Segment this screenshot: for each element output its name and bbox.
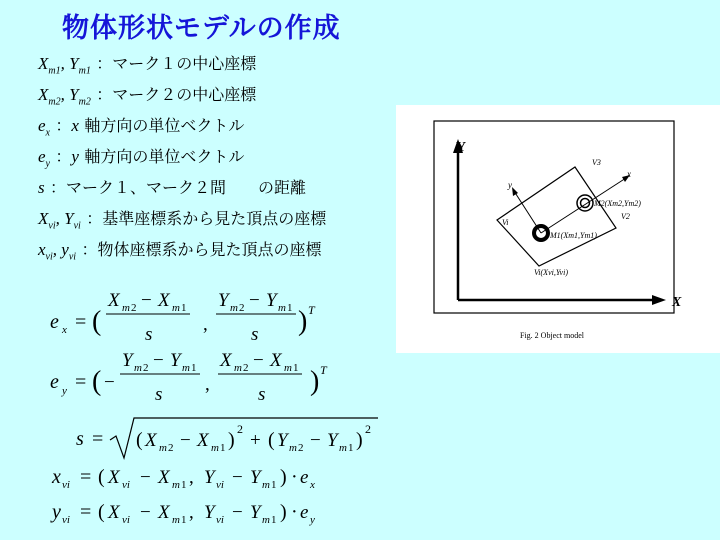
svg-text:−: − xyxy=(249,290,260,311)
svg-text:Y: Y xyxy=(204,467,215,488)
slide-title: 物体形状モデルの作成 xyxy=(62,13,341,44)
figure-caption: Fig. 2 Object model xyxy=(520,331,584,340)
svg-text:,: , xyxy=(189,502,194,523)
svg-text:m: m xyxy=(284,362,292,374)
svg-text:): ) xyxy=(310,366,320,397)
x-axis-label: X xyxy=(672,295,682,310)
svg-text:X: X xyxy=(197,430,209,451)
svg-text:x: x xyxy=(62,324,67,336)
svg-text:=: = xyxy=(75,371,87,393)
svg-text:T: T xyxy=(320,363,327,377)
svg-text:X: X xyxy=(158,290,170,311)
svg-text:vi: vi xyxy=(62,514,70,526)
svg-text:x: x xyxy=(310,479,315,491)
svg-text:T: T xyxy=(308,303,315,317)
svg-text:Y: Y xyxy=(250,502,261,523)
svg-text:(: ( xyxy=(92,306,102,337)
svg-text:2: 2 xyxy=(365,422,371,436)
svg-text:−: − xyxy=(153,350,164,371)
svg-text:s: s xyxy=(76,428,84,450)
svg-text:2: 2 xyxy=(237,422,243,436)
equation-ey xyxy=(50,350,328,405)
svg-text:−: − xyxy=(232,502,243,523)
svg-text:−: − xyxy=(253,350,264,371)
definition-mark1: $X_{m1}$, $Y_{m1}$ ：マーク１の中心座標 xyxy=(38,54,257,77)
label-m2: M2(Xm2,Ym2) xyxy=(594,199,641,208)
svg-text:2: 2 xyxy=(298,442,304,454)
definition-ex: $e_x$ ：x 軸方向の単位ベクトル xyxy=(38,116,245,139)
svg-text:e: e xyxy=(50,311,59,333)
svg-text:+: + xyxy=(250,430,261,451)
svg-text:m: m xyxy=(172,479,180,491)
equation-s xyxy=(76,418,378,458)
svg-text:m: m xyxy=(262,514,270,526)
svg-text:Y: Y xyxy=(277,430,288,451)
svg-text:vi: vi xyxy=(216,514,224,526)
label-v3: V3 xyxy=(592,158,601,167)
svg-text:Y: Y xyxy=(250,467,261,488)
svg-text:=: = xyxy=(80,466,92,488)
svg-text:−: − xyxy=(141,290,152,311)
svg-text:m: m xyxy=(211,442,219,454)
svg-text:2: 2 xyxy=(239,302,245,314)
svg-text:m: m xyxy=(134,362,142,374)
definition-vertex-global: $X_{vi}$, $Y_{vi}$ ：基準座標系から見た頂点の座標 xyxy=(38,209,327,232)
svg-text:X: X xyxy=(108,502,120,523)
svg-text:1: 1 xyxy=(293,362,299,374)
svg-text:m: m xyxy=(289,442,297,454)
svg-text:s: s xyxy=(145,324,153,345)
definition-ey: $e_y$ ：y 軸方向の単位ベクトル xyxy=(38,147,245,170)
svg-text:Y: Y xyxy=(170,350,181,371)
svg-text:2: 2 xyxy=(168,442,174,454)
svg-text:m: m xyxy=(172,302,180,314)
svg-text:vi: vi xyxy=(216,479,224,491)
svg-text:m: m xyxy=(234,362,242,374)
svg-text:Y: Y xyxy=(204,502,215,523)
svg-text:vi: vi xyxy=(122,514,130,526)
svg-text:Y: Y xyxy=(327,430,338,451)
svg-text:x: x xyxy=(52,466,61,488)
definition-mark2: $X_{m2}$, $Y_{m2}$ ：マーク２の中心座標 xyxy=(38,85,257,108)
svg-text:y: y xyxy=(52,501,61,523)
svg-text:=: = xyxy=(92,428,104,450)
svg-text:Y: Y xyxy=(218,290,229,311)
svg-text:s: s xyxy=(155,384,163,405)
svg-text:m: m xyxy=(159,442,167,454)
svg-text:1: 1 xyxy=(181,514,187,526)
svg-text:e: e xyxy=(300,467,309,488)
label-v2: V2 xyxy=(621,212,630,221)
svg-text:): ) xyxy=(280,501,287,523)
label-m1: M1(Xm1,Ym1) xyxy=(550,231,597,240)
svg-text:1: 1 xyxy=(220,442,226,454)
svg-text:vi: vi xyxy=(122,479,130,491)
svg-text:·: · xyxy=(291,466,298,488)
svg-text:Y: Y xyxy=(122,350,133,371)
equation-xvi xyxy=(51,466,315,491)
y-axis-label: Y xyxy=(456,140,467,155)
svg-text:s: s xyxy=(251,324,259,345)
svg-text:−: − xyxy=(232,467,243,488)
label-vi-coord: Vi(Xvi,Yvi) xyxy=(534,268,568,277)
svg-text:m: m xyxy=(262,479,270,491)
svg-text:m: m xyxy=(230,302,238,314)
svg-text:(: ( xyxy=(92,366,102,397)
svg-text:·: · xyxy=(291,501,298,523)
svg-text:−: − xyxy=(310,430,321,451)
svg-text:2: 2 xyxy=(131,302,137,314)
svg-text:y: y xyxy=(62,385,67,397)
svg-text:,: , xyxy=(203,314,208,335)
svg-text:): ) xyxy=(356,429,363,451)
svg-text:X: X xyxy=(108,290,120,311)
label-local-y: y xyxy=(508,180,512,190)
svg-text:(: ( xyxy=(136,429,143,451)
svg-text:=: = xyxy=(80,501,92,523)
svg-text:X: X xyxy=(158,467,170,488)
svg-text:1: 1 xyxy=(287,302,293,314)
svg-text:X: X xyxy=(108,467,120,488)
svg-text:1: 1 xyxy=(348,442,354,454)
svg-text:): ) xyxy=(280,466,287,488)
svg-text:s: s xyxy=(258,384,266,405)
svg-text:=: = xyxy=(75,311,87,333)
svg-text:m: m xyxy=(172,514,180,526)
svg-text:m: m xyxy=(182,362,190,374)
svg-text:1: 1 xyxy=(191,362,197,374)
svg-text:m: m xyxy=(122,302,130,314)
equation-ex xyxy=(50,290,316,345)
svg-text:,: , xyxy=(205,374,210,395)
svg-text:1: 1 xyxy=(181,302,187,314)
svg-text:,: , xyxy=(189,467,194,488)
svg-text:2: 2 xyxy=(243,362,249,374)
svg-text:−: − xyxy=(140,502,151,523)
svg-text:(: ( xyxy=(268,429,275,451)
svg-text:m: m xyxy=(278,302,286,314)
svg-text:1: 1 xyxy=(271,514,277,526)
svg-text:e: e xyxy=(300,502,309,523)
svg-text:X: X xyxy=(270,350,282,371)
svg-text:): ) xyxy=(298,306,308,337)
svg-text:−: − xyxy=(140,467,151,488)
svg-text:−: − xyxy=(104,372,115,393)
svg-text:2: 2 xyxy=(143,362,149,374)
svg-text:e: e xyxy=(50,371,59,393)
svg-text:X: X xyxy=(220,350,232,371)
svg-text:(: ( xyxy=(98,466,105,488)
svg-text:1: 1 xyxy=(181,479,187,491)
svg-text:vi: vi xyxy=(62,479,70,491)
equation-yvi xyxy=(50,501,315,526)
svg-text:1: 1 xyxy=(271,479,277,491)
svg-text:y: y xyxy=(310,514,315,526)
svg-text:Y: Y xyxy=(266,290,277,311)
label-vi: Vi xyxy=(502,218,509,227)
svg-text:X: X xyxy=(158,502,170,523)
definition-vertex-local: $x_{vi}$, $y_{vi}$ ：物体座標系から見た頂点の座標 xyxy=(38,240,322,263)
svg-text:X: X xyxy=(145,430,157,451)
svg-text:): ) xyxy=(228,429,235,451)
svg-text:m: m xyxy=(339,442,347,454)
svg-text:(: ( xyxy=(98,501,105,523)
definition-s: s ：マーク１、マーク２間 の距離 xyxy=(38,178,307,197)
svg-text:−: − xyxy=(180,430,191,451)
label-local-x: x xyxy=(627,169,631,179)
